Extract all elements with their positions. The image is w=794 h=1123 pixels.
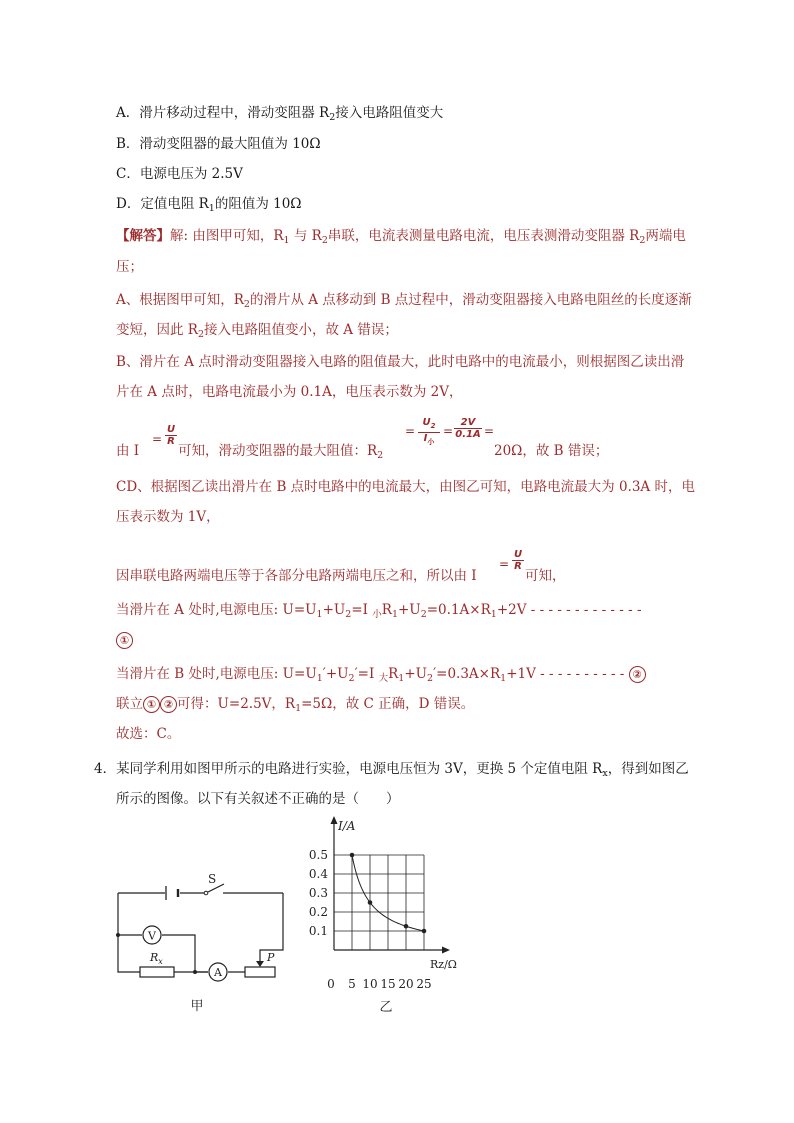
- solution-line-13: 联立 ① ② 可得：U=2.5V，$R_1=5\Omega$，故 C 正确，D 错误。: [116, 696, 475, 714]
- formula-1-eq: =: [152, 432, 163, 446]
- y-axis-label: I/A: [338, 819, 356, 833]
- x-tick-label-4: 25: [416, 977, 432, 991]
- x-tick-label-0: 5: [348, 977, 356, 991]
- circuit-diagram: [100, 860, 300, 1020]
- solution-line-3: A、根据图甲可知，$R_2$的滑片从 A 点移动到 B 点过程中，滑动变阻器接入电路电阻丝的长度逐渐: [116, 292, 692, 310]
- switch-icon: [204, 872, 224, 895]
- y-tick-label-4: 0.5: [308, 848, 328, 862]
- y-tick-label-3: 0.4: [308, 867, 328, 881]
- solution-line-10a: 因串联电路两端电压等于各部分电路两端电压之和，所以由 I: [116, 568, 477, 584]
- marker-2-ref: ②: [160, 696, 177, 713]
- solution-line-10b: 可知，: [525, 568, 566, 584]
- option-a: A．滑片移动过程中，滑动变阻器 $R_2$接入电路阻值变大: [116, 105, 444, 123]
- option-b: B．滑动变阻器的最大阻值为 10Ω: [116, 136, 321, 152]
- switch-label: S: [208, 872, 217, 886]
- chart-grid: [334, 855, 424, 950]
- current-resistance-chart: [300, 810, 480, 1020]
- formula-3-eq: =: [499, 557, 510, 571]
- marker-1: ①: [116, 632, 133, 649]
- solution-line-8: CD、根据图乙读出滑片在 B 点时电路中的电流最大，由图乙可知，电路电流最大为 0.3A 时，电: [116, 479, 695, 495]
- y-tick-label-1: 0.2: [308, 905, 328, 919]
- solution-line-9: 压表示数为 1V，: [116, 509, 220, 525]
- formula-2-eq3: =: [484, 424, 495, 438]
- option-c: C．电源电压为 2.5V: [116, 166, 243, 182]
- x-tick-label-2: 15: [380, 977, 396, 991]
- data-point-0: [350, 853, 355, 858]
- formula-2-eq: =: [405, 424, 416, 438]
- x-axis-label: Rz/Ω: [430, 958, 457, 971]
- y-tick-label-2: 0.3: [308, 886, 328, 900]
- solution-line-4: 变短，因此 $R_2$接入电路阻值变小，故 A 错误；: [116, 322, 398, 340]
- y-tick-label-0: 0.1: [308, 924, 328, 938]
- solution-line-5: B、滑片在 A 点时滑动变阻器接入电路的阻值最大，此时电路中的电流最小，则根据图乙读出滑: [116, 354, 685, 370]
- slider-label: P: [267, 951, 275, 964]
- solution-line-2: 压；: [116, 259, 143, 275]
- voltmeter-label: V: [148, 929, 156, 943]
- resistor-label: $R_x$: [150, 951, 163, 966]
- ammeter-label: A: [214, 966, 222, 979]
- solution-line-11: 当滑片在 A 处时,电源电压: $U=U_1+U_2=I$ $_小R_1+U_2=0.1A\times R_1+2V$ - - - - - - - - - - - - -: [116, 602, 642, 620]
- option-d: D．定值电阻 $R_1$的阻值为 10Ω: [116, 196, 302, 214]
- formula-2a: $U_2$ $I_小$: [418, 417, 440, 448]
- marker-2: ②: [629, 666, 646, 683]
- x-tick-label-3: 20: [398, 977, 414, 991]
- voltmeter-icon: [143, 926, 161, 944]
- battery-icon: [166, 886, 178, 900]
- origin-label: 0: [327, 977, 335, 991]
- data-point-3: [404, 924, 409, 929]
- solution-line-1: 【解答】解: 由图甲可知，$R_1$ 与 $R_2$串联，电流表测量电路电流，电压表测滑动变阻器 $R_2$两端电: [116, 228, 686, 246]
- x-tick-label-1: 10: [362, 977, 378, 991]
- chart-axes: [331, 816, 451, 954]
- ammeter-icon: [209, 963, 227, 981]
- solution-tag: 【解答】: [116, 228, 170, 244]
- data-point-4: [422, 929, 427, 934]
- solution-line-7b: 可知，滑动变阻器的最大阻值：$R_2$: [178, 443, 384, 461]
- question-4-line-1: 4．某同学利用如图甲所示的电路进行实验，电源电压恒为 3V，更换 5 个定值电阻 $R_x$，得到如图乙: [94, 761, 689, 779]
- question-4-line-2: 所示的图像。以下有关叙述不正确的是（ ）: [116, 791, 400, 807]
- solution-line-7a: 由 I: [116, 443, 140, 459]
- solution-line-14: 故选：C。: [116, 726, 181, 742]
- formula-2b: 2V 0.1A: [455, 417, 481, 440]
- formula-3: U R: [513, 549, 523, 572]
- solution-line-12: 当滑片在 B 处时,电源电压: $U=U_1'+U_2'=I$ $_大R_1+U_2'=0.3A\times R_1+1V$ - - - - - - - - - - ②: [116, 664, 646, 689]
- data-point-1: [368, 900, 373, 905]
- resistor-icon: [140, 951, 174, 977]
- marker-1-line: [116, 630, 133, 650]
- circuit-caption: 甲: [190, 999, 204, 1014]
- formula-2-eq2: =: [443, 424, 454, 438]
- formula-1: U R: [166, 424, 176, 447]
- solution-line-6: 片在 A 点时，电路电流最小为 0.1A，电压表示数为 2V，: [116, 384, 463, 400]
- marker-1-ref: ①: [143, 696, 160, 713]
- chart-caption: 乙: [379, 1000, 393, 1015]
- solution-line-7d: 20Ω，故 B 错误；: [494, 443, 609, 459]
